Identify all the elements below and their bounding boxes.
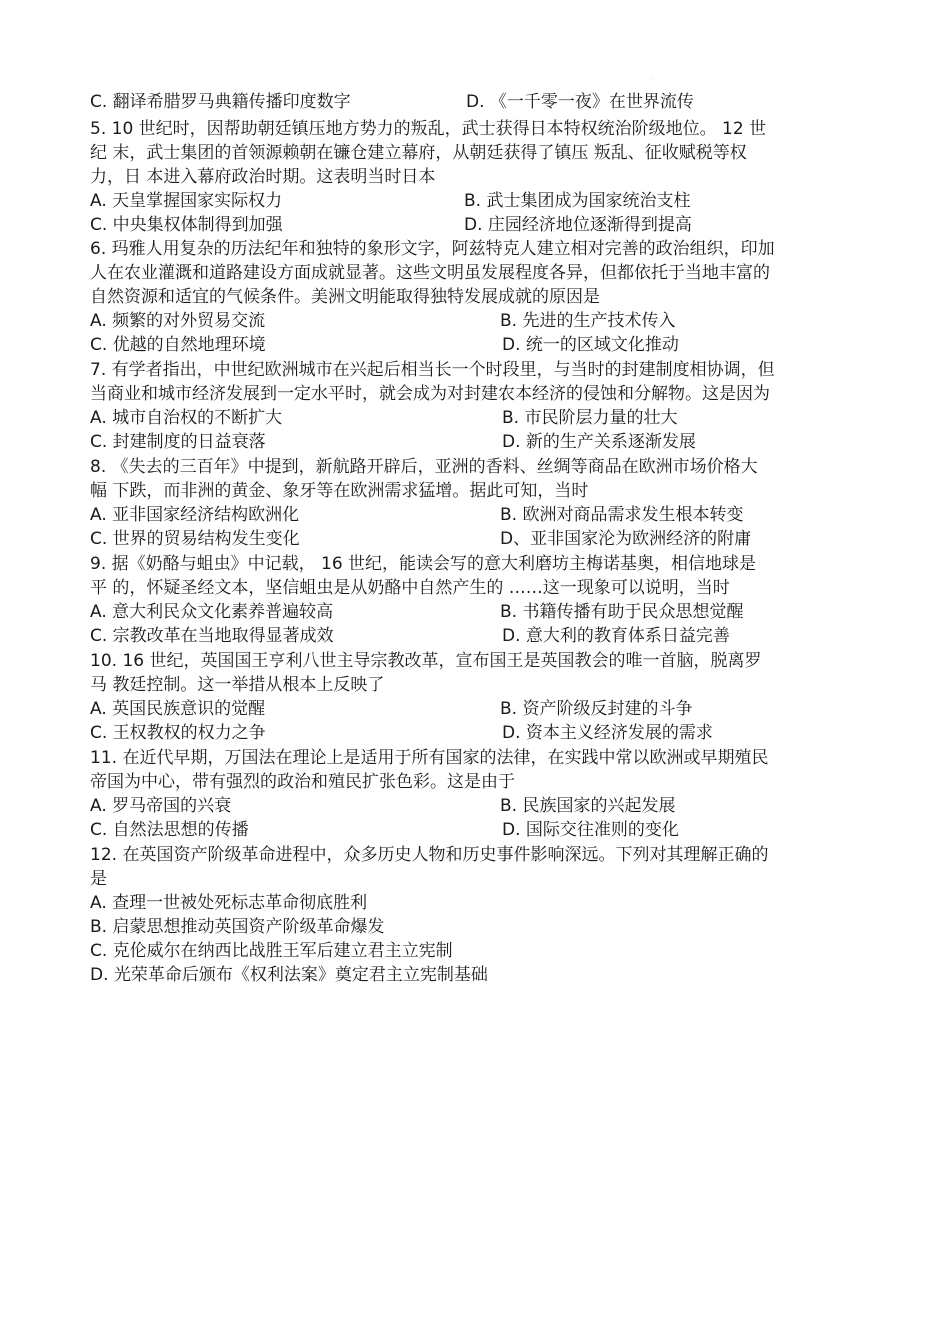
q10-option-b: B. 资产阶级反封建的斗争 [500, 699, 693, 719]
q5-option-a: A. 天皇掌握国家实际权力 [90, 191, 283, 211]
q10-stem-line-2: 马 教廷控制。这一举措从根本上反映了 [90, 675, 385, 695]
q7-stem-line-2: 当商业和城市经济发展到一定水平时，就会成为对封建农本经济的侵蚀和分解物。这是因为 [90, 384, 770, 404]
q6-option-b: B. 先进的生产技术传入 [500, 311, 676, 331]
q11-option-a: A. 罗马帝国的兴衰 [90, 796, 232, 816]
q7-option-c: C. 封建制度的日益衰落 [90, 432, 266, 452]
q8-option-a: A. 亚非国家经济结构欧洲化 [90, 505, 300, 525]
q9-option-a: A. 意大利民众文化素养普遍较高 [90, 602, 334, 622]
q8-stem-line-1: 8. 《失去的三百年》中提到，新航路开辟后，亚洲的香料、丝绸等商品在欧洲市场价格大 [90, 457, 758, 477]
q5-stem-line-3: 力，日 本进入幕府政治时期。这表明当时日本 [90, 167, 436, 187]
q5-stem-line-2: 纪 末，武士集团的首领源赖朝在镰仓建立幕府，从朝廷获得了镇压 叛乱、征收赋税等权 [90, 143, 747, 163]
q11-option-d: D. 国际交往准则的变化 [502, 820, 679, 840]
q10-option-a: A. 英国民族意识的觉醒 [90, 699, 266, 719]
q11-option-b: B. 民族国家的兴起发展 [500, 796, 676, 816]
q6-stem-line-2: 人在农业灌溉和道路建设方面成就显著。这些文明虽发展程度各异，但都依托于当地丰富的 [90, 263, 770, 283]
q7-option-d: D. 新的生产关系逐渐发展 [502, 432, 696, 452]
q7-option-b: B. 市民阶层力量的壮大 [502, 408, 678, 428]
q4-option-c: C. 翻译希腊罗马典籍传播印度数字 [90, 92, 351, 112]
q9-option-c: C. 宗教改革在当地取得显著成效 [90, 626, 334, 646]
q11-option-c: C. 自然法思想的传播 [90, 820, 249, 840]
q5-option-c: C. 中央集权体制得到加强 [90, 215, 283, 235]
q6-option-c: C. 优越的自然地理环境 [90, 335, 266, 355]
scan-speck: . [650, 74, 652, 81]
q12-option-d: D. 光荣革命后颁布《权利法案》奠定君主立宪制基础 [90, 965, 488, 985]
q6-option-d: D. 统一的区域文化推动 [502, 335, 679, 355]
q10-option-c: C. 王权教权的权力之争 [90, 723, 266, 743]
q12-option-a: A. 查理一世被处死标志革命彻底胜利 [90, 893, 368, 913]
q7-option-a: A. 城市自治权的不断扩大 [90, 408, 283, 428]
q5-option-b: B. 武士集团成为国家统治支柱 [464, 191, 691, 211]
q12-stem-line-1: 12. 在英国资产阶级革命进程中，众多历史人物和历史事件影响深远。下列对其理解正确的 [90, 845, 769, 865]
q10-stem-line-1: 10. 16 世纪，英国国王亨利八世主导宗教改革，宣布国王是英国教会的唯一首脑，脱离罗 [90, 651, 762, 671]
q4-option-d: D. 《一千零一夜》在世界流传 [466, 92, 694, 112]
q11-stem-line-1: 11. 在近代早期，万国法在理论上是适用于所有国家的法律，在实践中常以欧洲或早期殖民 [90, 748, 769, 768]
q7-stem-line-1: 7. 有学者指出，中世纪欧洲城市在兴起后相当长一个时段里，与当时的封建制度相协调，但 [90, 360, 775, 380]
q6-stem-line-3: 自然资源和适宜的气候条件。美洲文明能取得独特发展成就的原因是 [90, 287, 600, 307]
q6-stem-line-1: 6. 玛雅人用复杂的历法纪年和独特的象形文字，阿兹特克人建立相对完善的政治组织，印加 [90, 239, 775, 259]
q5-stem-line-1: 5. 10 世纪时，因帮助朝廷镇压地方势力的叛乱，武士获得日本特权统治阶级地位。 12 世 [90, 119, 767, 139]
q6-option-a: A. 频繁的对外贸易交流 [90, 311, 266, 331]
q9-stem-line-2: 平 的，怀疑圣经文本，坚信蛆虫是从奶酪中自然产生的 ……这一现象可以说明，当时 [90, 578, 730, 598]
q8-option-b: B. 欧洲对商品需求发生根本转变 [500, 505, 744, 525]
q8-option-c: C. 世界的贸易结构发生变化 [90, 529, 300, 549]
q10-option-d: D. 资本主义经济发展的需求 [502, 723, 713, 743]
q8-stem-line-2: 幅 下跌，而非洲的黄金、象牙等在欧洲需求猛增。据此可知，当时 [90, 481, 589, 501]
q12-option-c: C. 克伦威尔在纳西比战胜王军后建立君主立宪制 [90, 941, 453, 961]
q12-option-b: B. 启蒙思想推动英国资产阶级革命爆发 [90, 917, 385, 937]
q9-stem-line-1: 9. 据《奶酪与蛆虫》中记载， 16 世纪，能读会写的意大利磨坊主梅诺基奥，相信地球是 [90, 554, 757, 574]
q12-stem-line-2: 是 [90, 869, 107, 889]
q8-option-d: D、亚非国家沦为欧洲经济的附庸 [500, 529, 752, 549]
q9-option-b: B. 书籍传播有助于民众思想觉醒 [500, 602, 744, 622]
q5-option-d: D. 庄园经济地位逐渐得到提高 [464, 215, 692, 235]
q9-option-d: D. 意大利的教育体系日益完善 [502, 626, 730, 646]
q11-stem-line-2: 帝国为中心，带有强烈的政治和殖民扩张色彩。这是由于 [90, 772, 515, 792]
